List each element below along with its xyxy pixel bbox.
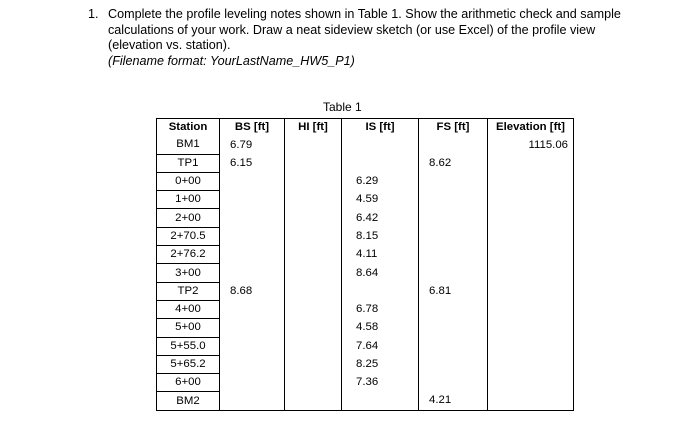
cell-is: 8.15 [342,227,419,245]
cell-station: 2+00 [157,209,220,227]
table-row [157,374,574,392]
cell-is [342,136,419,154]
cell-station: TP2 [157,282,220,300]
table-row [157,227,574,245]
cell-elevation [488,209,574,227]
cell-elevation [488,392,574,410]
cell-is: 6.29 [342,172,419,190]
cell-bs [220,337,285,355]
cell-bs [220,172,285,190]
cell-elevation [488,172,574,190]
cell-is: 4.59 [342,191,419,209]
cell-is [342,282,419,300]
problem-body [108,7,648,69]
cell-fs [419,300,488,318]
cell-hi [285,355,342,373]
table-caption: Table 1 [323,100,362,114]
cell-fs: 4.21 [419,392,488,410]
cell-elevation [488,355,574,373]
cell-bs [220,209,285,227]
cell-fs: 8.62 [419,154,488,172]
cell-is: 8.64 [342,264,419,282]
header-station: Station [157,119,220,137]
cell-fs [419,172,488,190]
problem-line-3: (elevation vs. station). [108,38,231,52]
cell-is: 4.58 [342,319,419,337]
cell-is: 7.64 [342,337,419,355]
cell-elevation [488,191,574,209]
cell-hi [285,246,342,264]
cell-station: 0+00 [157,172,220,190]
cell-station: 2+70.5 [157,227,220,245]
table-row [157,172,574,190]
filename-format: (Filename format: YourLastName_HW5_P1) [108,53,355,68]
table-row [157,191,574,209]
table-row [157,246,574,264]
cell-elevation [488,337,574,355]
cell-station: 1+00 [157,191,220,209]
cell-elevation [488,264,574,282]
cell-bs [220,227,285,245]
table-row [157,300,574,318]
problem-statement [88,7,648,69]
cell-hi [285,209,342,227]
cell-fs [419,374,488,392]
cell-elevation [488,282,574,300]
header-fs: FS [ft] [419,119,488,137]
cell-is [342,392,419,410]
cell-fs: 6.81 [419,282,488,300]
cell-station: BM1 [157,136,220,154]
cell-fs [419,246,488,264]
cell-hi [285,282,342,300]
cell-bs [220,392,285,410]
cell-bs [220,355,285,373]
cell-station: 2+76.2 [157,246,220,264]
cell-hi [285,300,342,318]
cell-hi [285,392,342,410]
cell-hi [285,264,342,282]
cell-fs [419,355,488,373]
cell-is: 4.11 [342,246,419,264]
cell-hi [285,136,342,154]
cell-elevation [488,319,574,337]
cell-station: 6+00 [157,374,220,392]
cell-bs [220,246,285,264]
cell-station: 5+55.0 [157,337,220,355]
cell-bs [220,319,285,337]
cell-bs [220,191,285,209]
cell-station: 5+00 [157,319,220,337]
cell-fs [419,227,488,245]
cell-hi [285,154,342,172]
cell-fs [419,209,488,227]
cell-is: 6.78 [342,300,419,318]
cell-station: TP1 [157,154,220,172]
cell-bs [220,300,285,318]
cell-bs: 8.68 [220,282,285,300]
table-row [157,337,574,355]
cell-fs [419,337,488,355]
table-row [157,136,574,154]
cell-elevation: 1115.06 [488,136,574,154]
cell-is: 7.36 [342,374,419,392]
cell-fs [419,264,488,282]
problem-line-2: calculations of your work. Draw a neat sideview sketch (or use Excel) of the profile view [108,22,596,37]
problem-number: 1. [88,7,99,21]
cell-hi [285,227,342,245]
cell-hi [285,172,342,190]
table-row [157,154,574,172]
table-row [157,319,574,337]
table-row [157,264,574,282]
cell-station: 3+00 [157,264,220,282]
header-elevation: Elevation [ft] [488,119,574,137]
cell-elevation [488,246,574,264]
table-header-row [157,119,574,137]
cell-is: 6.42 [342,209,419,227]
header-bs: BS [ft] [220,119,285,137]
cell-bs: 6.79 [220,136,285,154]
cell-hi [285,191,342,209]
cell-hi [285,319,342,337]
cell-elevation [488,154,574,172]
cell-elevation [488,300,574,318]
cell-is [342,154,419,172]
cell-is: 8.25 [342,355,419,373]
table-row [157,392,574,410]
cell-station: 4+00 [157,300,220,318]
cell-bs: 6.15 [220,154,285,172]
header-hi: HI [ft] [285,119,342,137]
cell-elevation [488,374,574,392]
table-row [157,355,574,373]
problem-line-1: Complete the profile leveling notes shown in Table 1. Show the arithmetic check and sample [108,7,621,21]
cell-bs [220,264,285,282]
leveling-notes-table [156,118,574,411]
cell-station: BM2 [157,392,220,410]
cell-station: 5+65.2 [157,355,220,373]
cell-fs [419,191,488,209]
table-row [157,282,574,300]
cell-fs [419,136,488,154]
cell-bs [220,374,285,392]
table-row [157,209,574,227]
cell-elevation [488,227,574,245]
cell-hi [285,374,342,392]
cell-hi [285,337,342,355]
table-body [157,136,574,410]
cell-fs [419,319,488,337]
header-is: IS [ft] [342,119,419,137]
